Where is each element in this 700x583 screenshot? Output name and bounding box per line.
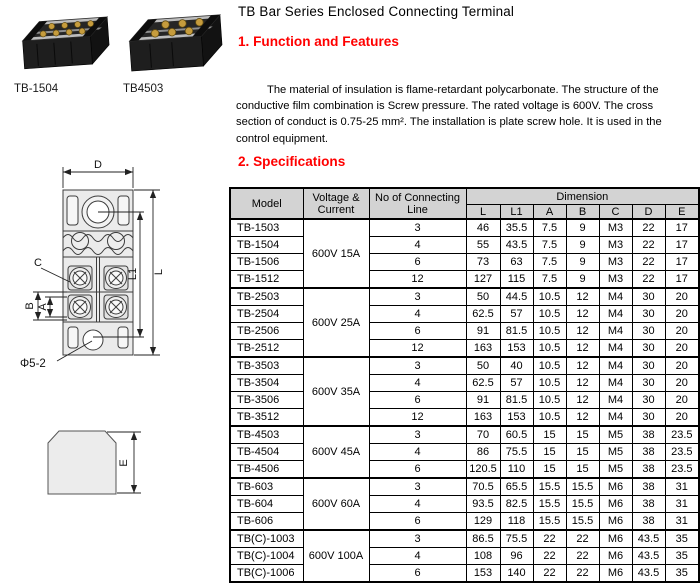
model-cell: TB-2512 bbox=[230, 340, 303, 358]
dim-cell: 20 bbox=[665, 375, 699, 392]
dim-cell: 12 bbox=[566, 340, 599, 358]
dim-cell: 63 bbox=[500, 254, 533, 271]
dim-cell: 30 bbox=[632, 306, 665, 323]
side-view-drawing bbox=[30, 418, 155, 508]
dim-cell: 17 bbox=[665, 254, 699, 271]
dim-cell: 31 bbox=[665, 513, 699, 531]
lines-cell: 6 bbox=[369, 392, 466, 409]
dim-cell: 73 bbox=[466, 254, 500, 271]
dim-cell: M6 bbox=[599, 548, 632, 565]
dim-cell: M6 bbox=[599, 530, 632, 548]
dim-cell: 22 bbox=[632, 219, 665, 237]
dim-cell: 15.5 bbox=[533, 513, 566, 531]
voltage-cell: 600V 25A bbox=[303, 288, 369, 357]
dim-cell: 46 bbox=[466, 219, 500, 237]
dim-cell: 15.5 bbox=[566, 496, 599, 513]
dim-cell: 9 bbox=[566, 237, 599, 254]
paragraph-line: conductive film combination is Screw pressure. The rated voltage is 600V. The cross bbox=[236, 100, 654, 113]
dim-cell: 86.5 bbox=[466, 530, 500, 548]
col-header-dim-b: B bbox=[566, 205, 599, 220]
lines-cell: 12 bbox=[369, 340, 466, 358]
dim-cell: M6 bbox=[599, 565, 632, 583]
dim-cell: 35 bbox=[665, 565, 699, 583]
dim-cell: M6 bbox=[599, 478, 632, 496]
lines-cell: 4 bbox=[369, 496, 466, 513]
dim-cell: 163 bbox=[466, 340, 500, 358]
dim-cell: 22 bbox=[533, 565, 566, 583]
dim-cell: 153 bbox=[466, 565, 500, 583]
table-row bbox=[230, 513, 699, 531]
col-header-dim-l1: L1 bbox=[500, 205, 533, 220]
table-row bbox=[230, 565, 699, 583]
dim-cell: 115 bbox=[500, 271, 533, 289]
dim-cell: 17 bbox=[665, 237, 699, 254]
dim-cell: 96 bbox=[500, 548, 533, 565]
dim-cell: 7.5 bbox=[533, 237, 566, 254]
dim-cell: 129 bbox=[466, 513, 500, 531]
table-row bbox=[230, 496, 699, 513]
dim-cell: 7.5 bbox=[533, 271, 566, 289]
dimension-label-a: A bbox=[37, 303, 49, 311]
product-photo-tb-1504 bbox=[13, 12, 115, 78]
dim-cell: 9 bbox=[566, 271, 599, 289]
screw-icon bbox=[106, 268, 127, 289]
dim-cell: 9 bbox=[566, 219, 599, 237]
dim-cell: 163 bbox=[466, 409, 500, 427]
table-row bbox=[230, 444, 699, 461]
dim-cell: M4 bbox=[599, 409, 632, 427]
dim-cell: 12 bbox=[566, 323, 599, 340]
model-cell: TB(C)-1006 bbox=[230, 565, 303, 583]
model-cell: TB(C)-1003 bbox=[230, 530, 303, 548]
dimension-label-l: L bbox=[153, 268, 165, 276]
dim-cell: 75.5 bbox=[500, 444, 533, 461]
table-row bbox=[230, 530, 699, 548]
features-paragraph bbox=[236, 82, 700, 147]
voltage-cell: 600V 45A bbox=[303, 426, 369, 478]
col-header-dim-c: C bbox=[599, 205, 632, 220]
dim-cell: 23.5 bbox=[665, 444, 699, 461]
dim-cell: 9 bbox=[566, 254, 599, 271]
dim-cell: 22 bbox=[632, 254, 665, 271]
dim-cell: 20 bbox=[665, 409, 699, 427]
dim-cell: 20 bbox=[665, 392, 699, 409]
dim-cell: 22 bbox=[632, 237, 665, 254]
side-profile-outline bbox=[48, 431, 116, 494]
dimension-label-l1: L1 bbox=[127, 267, 139, 281]
dim-cell: 30 bbox=[632, 392, 665, 409]
table-row bbox=[230, 357, 699, 375]
model-cell: TB-2503 bbox=[230, 288, 303, 306]
dim-cell: 127 bbox=[466, 271, 500, 289]
dim-cell: 40 bbox=[500, 357, 533, 375]
dim-cell: 55 bbox=[466, 237, 500, 254]
screw-icon bbox=[106, 297, 127, 318]
lines-cell: 6 bbox=[369, 565, 466, 583]
dim-cell: M4 bbox=[599, 288, 632, 306]
dim-cell: M5 bbox=[599, 426, 632, 444]
lines-cell: 3 bbox=[369, 219, 466, 237]
model-cell: TB-3504 bbox=[230, 375, 303, 392]
dim-cell: 43.5 bbox=[632, 565, 665, 583]
paragraph-line: The material of insulation is flame-retardant polycarbonate. The structure of the bbox=[267, 84, 659, 96]
lines-cell: 12 bbox=[369, 271, 466, 289]
dim-cell: 15.5 bbox=[533, 496, 566, 513]
dim-cell: M5 bbox=[599, 461, 632, 479]
dim-cell: 30 bbox=[632, 288, 665, 306]
dim-cell: 81.5 bbox=[500, 392, 533, 409]
table-row bbox=[230, 409, 699, 427]
voltage-cell: 600V 100A bbox=[303, 530, 369, 582]
dim-cell: 15 bbox=[533, 444, 566, 461]
lines-cell: 3 bbox=[369, 357, 466, 375]
model-cell: TB-1512 bbox=[230, 271, 303, 289]
dim-cell: 10.5 bbox=[533, 375, 566, 392]
dimension-label-hole: Φ5-2 bbox=[20, 358, 46, 370]
model-cell: TB-603 bbox=[230, 478, 303, 496]
dim-cell: 15 bbox=[533, 461, 566, 479]
dim-cell: 35 bbox=[665, 530, 699, 548]
lines-cell: 4 bbox=[369, 237, 466, 254]
dim-cell: 82.5 bbox=[500, 496, 533, 513]
table-row bbox=[230, 306, 699, 323]
dim-cell: 12 bbox=[566, 409, 599, 427]
dim-cell: 44.5 bbox=[500, 288, 533, 306]
dim-cell: 35 bbox=[665, 548, 699, 565]
dim-cell: 43.5 bbox=[632, 548, 665, 565]
dim-cell: M5 bbox=[599, 444, 632, 461]
dim-cell: 12 bbox=[566, 306, 599, 323]
dim-cell: 10.5 bbox=[533, 357, 566, 375]
dim-cell: 20 bbox=[665, 288, 699, 306]
page-title: TB Bar Series Enclosed Connecting Terminal bbox=[238, 4, 515, 19]
spec-table bbox=[229, 187, 700, 583]
dim-cell: 153 bbox=[500, 340, 533, 358]
table-row bbox=[230, 254, 699, 271]
table-row bbox=[230, 340, 699, 358]
dim-cell: 57 bbox=[500, 306, 533, 323]
dim-cell: 17 bbox=[665, 271, 699, 289]
dimension-label-d: D bbox=[94, 159, 102, 171]
col-header-model: Model bbox=[230, 188, 303, 219]
dim-cell: 43.5 bbox=[500, 237, 533, 254]
lines-cell: 4 bbox=[369, 375, 466, 392]
model-cell: TB-604 bbox=[230, 496, 303, 513]
dim-cell: 91 bbox=[466, 323, 500, 340]
dim-cell: 20 bbox=[665, 306, 699, 323]
photo-front-face bbox=[130, 36, 204, 71]
dim-cell: 81.5 bbox=[500, 323, 533, 340]
dim-cell: 30 bbox=[632, 375, 665, 392]
product-label-tb4503: TB4503 bbox=[123, 83, 164, 95]
dim-cell: 38 bbox=[632, 513, 665, 531]
table-row bbox=[230, 461, 699, 479]
dim-cell: 10.5 bbox=[533, 306, 566, 323]
dim-cell: M4 bbox=[599, 306, 632, 323]
dim-cell: 108 bbox=[466, 548, 500, 565]
dim-cell: 12 bbox=[566, 357, 599, 375]
dim-cell: M3 bbox=[599, 271, 632, 289]
table-row bbox=[230, 219, 699, 237]
model-cell: TB-2504 bbox=[230, 306, 303, 323]
lines-cell: 4 bbox=[369, 306, 466, 323]
dim-cell: 30 bbox=[632, 409, 665, 427]
paragraph-line: control equipment. bbox=[236, 132, 329, 145]
dim-cell: M6 bbox=[599, 513, 632, 531]
dim-cell: 120.5 bbox=[466, 461, 500, 479]
col-header-lines: No of Connecting Line bbox=[369, 188, 466, 219]
lines-cell: 4 bbox=[369, 444, 466, 461]
dim-cell: 7.5 bbox=[533, 254, 566, 271]
lines-cell: 6 bbox=[369, 513, 466, 531]
dim-cell: 140 bbox=[500, 565, 533, 583]
dim-cell: 30 bbox=[632, 357, 665, 375]
lines-cell: 6 bbox=[369, 461, 466, 479]
product-photo-tb4503 bbox=[122, 10, 228, 82]
dim-cell: 20 bbox=[665, 323, 699, 340]
model-cell: TB-4503 bbox=[230, 426, 303, 444]
dim-cell: 10.5 bbox=[533, 340, 566, 358]
dim-cell: M3 bbox=[599, 254, 632, 271]
dim-cell: 15.5 bbox=[566, 478, 599, 496]
dim-cell: 86 bbox=[466, 444, 500, 461]
dim-cell: 22 bbox=[533, 548, 566, 565]
col-header-dim-a: A bbox=[533, 205, 566, 220]
dim-cell: 15 bbox=[566, 426, 599, 444]
col-header-dimension: Dimension bbox=[466, 188, 699, 205]
dim-cell: 38 bbox=[632, 496, 665, 513]
dim-cell: 10.5 bbox=[533, 409, 566, 427]
dim-cell: M4 bbox=[599, 357, 632, 375]
dim-cell: M3 bbox=[599, 237, 632, 254]
lines-cell: 3 bbox=[369, 530, 466, 548]
lines-cell: 3 bbox=[369, 288, 466, 306]
dim-cell: 43.5 bbox=[632, 530, 665, 548]
dimension-label-c: C bbox=[34, 257, 42, 269]
lines-cell: 12 bbox=[369, 409, 466, 427]
voltage-cell: 600V 60A bbox=[303, 478, 369, 530]
dim-cell: 15 bbox=[533, 426, 566, 444]
dim-cell: 20 bbox=[665, 357, 699, 375]
top-view-drawing bbox=[15, 150, 183, 382]
section-heading-specifications: 2. Specifications bbox=[238, 154, 346, 169]
dim-cell: 23.5 bbox=[665, 426, 699, 444]
voltage-cell: 600V 35A bbox=[303, 357, 369, 426]
dim-cell: 23.5 bbox=[665, 461, 699, 479]
model-cell: TB-1503 bbox=[230, 219, 303, 237]
spec-table-body bbox=[230, 219, 699, 582]
model-cell: TB-606 bbox=[230, 513, 303, 531]
model-cell: TB-3506 bbox=[230, 392, 303, 409]
dim-cell: 22 bbox=[566, 565, 599, 583]
dim-cell: M4 bbox=[599, 375, 632, 392]
table-row bbox=[230, 478, 699, 496]
dim-cell: 30 bbox=[632, 323, 665, 340]
table-row bbox=[230, 237, 699, 254]
photo-front-face bbox=[23, 36, 93, 69]
dim-cell: 91 bbox=[466, 392, 500, 409]
dim-cell: 22 bbox=[566, 548, 599, 565]
dim-cell: 93.5 bbox=[466, 496, 500, 513]
screw-icon bbox=[70, 268, 91, 289]
dim-cell: 22 bbox=[533, 530, 566, 548]
dim-cell: 15 bbox=[566, 461, 599, 479]
col-header-dim-l: L bbox=[466, 205, 500, 220]
dim-cell: 15 bbox=[566, 444, 599, 461]
lines-cell: 4 bbox=[369, 548, 466, 565]
dim-cell: 12 bbox=[566, 392, 599, 409]
dim-cell: 65.5 bbox=[500, 478, 533, 496]
model-cell: TB-3512 bbox=[230, 409, 303, 427]
table-row bbox=[230, 288, 699, 306]
screw-icon bbox=[70, 297, 91, 318]
lines-cell: 3 bbox=[369, 426, 466, 444]
col-header-dim-d: D bbox=[632, 205, 665, 220]
dim-cell: 75.5 bbox=[500, 530, 533, 548]
dimension-label-e: E bbox=[118, 459, 130, 467]
table-row bbox=[230, 548, 699, 565]
model-cell: TB-4506 bbox=[230, 461, 303, 479]
model-cell: TB(C)-1004 bbox=[230, 548, 303, 565]
dim-cell: 15.5 bbox=[533, 478, 566, 496]
dim-cell: 7.5 bbox=[533, 219, 566, 237]
dim-cell: 62.5 bbox=[466, 375, 500, 392]
product-label-tb-1504: TB-1504 bbox=[14, 83, 59, 95]
voltage-cell: 600V 15A bbox=[303, 219, 369, 288]
dim-cell: 22 bbox=[566, 530, 599, 548]
dim-cell: 50 bbox=[466, 357, 500, 375]
dim-cell: 10.5 bbox=[533, 288, 566, 306]
dim-cell: 57 bbox=[500, 375, 533, 392]
dim-cell: 12 bbox=[566, 288, 599, 306]
dim-cell: M6 bbox=[599, 496, 632, 513]
dim-cell: 38 bbox=[632, 426, 665, 444]
dim-cell: 38 bbox=[632, 478, 665, 496]
table-row bbox=[230, 323, 699, 340]
lines-cell: 6 bbox=[369, 254, 466, 271]
table-row bbox=[230, 375, 699, 392]
dim-cell: 38 bbox=[632, 444, 665, 461]
table-row bbox=[230, 392, 699, 409]
dim-cell: 70.5 bbox=[466, 478, 500, 496]
model-cell: TB-1504 bbox=[230, 237, 303, 254]
dimension-label-b: B bbox=[24, 302, 36, 310]
table-row bbox=[230, 271, 699, 289]
dim-cell: 31 bbox=[665, 496, 699, 513]
model-cell: TB-4504 bbox=[230, 444, 303, 461]
dim-cell: 70 bbox=[466, 426, 500, 444]
dim-cell: M4 bbox=[599, 340, 632, 358]
dim-cell: 10.5 bbox=[533, 323, 566, 340]
model-cell: TB-1506 bbox=[230, 254, 303, 271]
dim-cell: M3 bbox=[599, 219, 632, 237]
dim-cell: 50 bbox=[466, 288, 500, 306]
col-header-voltage: Voltage & Current bbox=[303, 188, 369, 219]
dim-cell: 35.5 bbox=[500, 219, 533, 237]
dim-cell: 17 bbox=[665, 219, 699, 237]
dim-cell: M4 bbox=[599, 323, 632, 340]
dim-cell: 20 bbox=[665, 340, 699, 358]
dim-cell: 38 bbox=[632, 461, 665, 479]
col-header-dim-e: E bbox=[665, 205, 699, 220]
dim-cell: 60.5 bbox=[500, 426, 533, 444]
section-heading-function-features: 1. Function and Features bbox=[238, 34, 399, 49]
dim-cell: 15.5 bbox=[566, 513, 599, 531]
model-cell: TB-3503 bbox=[230, 357, 303, 375]
terminal-outline bbox=[63, 190, 133, 355]
dim-cell: 22 bbox=[632, 271, 665, 289]
table-row bbox=[230, 426, 699, 444]
lines-cell: 3 bbox=[369, 478, 466, 496]
dim-cell: 153 bbox=[500, 409, 533, 427]
header-row-1 bbox=[230, 188, 699, 205]
dim-cell: 10.5 bbox=[533, 392, 566, 409]
dim-cell: 12 bbox=[566, 375, 599, 392]
dim-cell: 31 bbox=[665, 478, 699, 496]
model-cell: TB-2506 bbox=[230, 323, 303, 340]
paragraph-line: section of conduct is 0.75-25 mm². The installation is plate screw hole. It is used in the bbox=[236, 116, 662, 129]
dim-cell: 110 bbox=[500, 461, 533, 479]
dim-cell: 118 bbox=[500, 513, 533, 531]
dim-cell: M4 bbox=[599, 392, 632, 409]
lines-cell: 6 bbox=[369, 323, 466, 340]
spec-table-container bbox=[229, 187, 700, 583]
dim-cell: 30 bbox=[632, 340, 665, 358]
dim-cell: 62.5 bbox=[466, 306, 500, 323]
